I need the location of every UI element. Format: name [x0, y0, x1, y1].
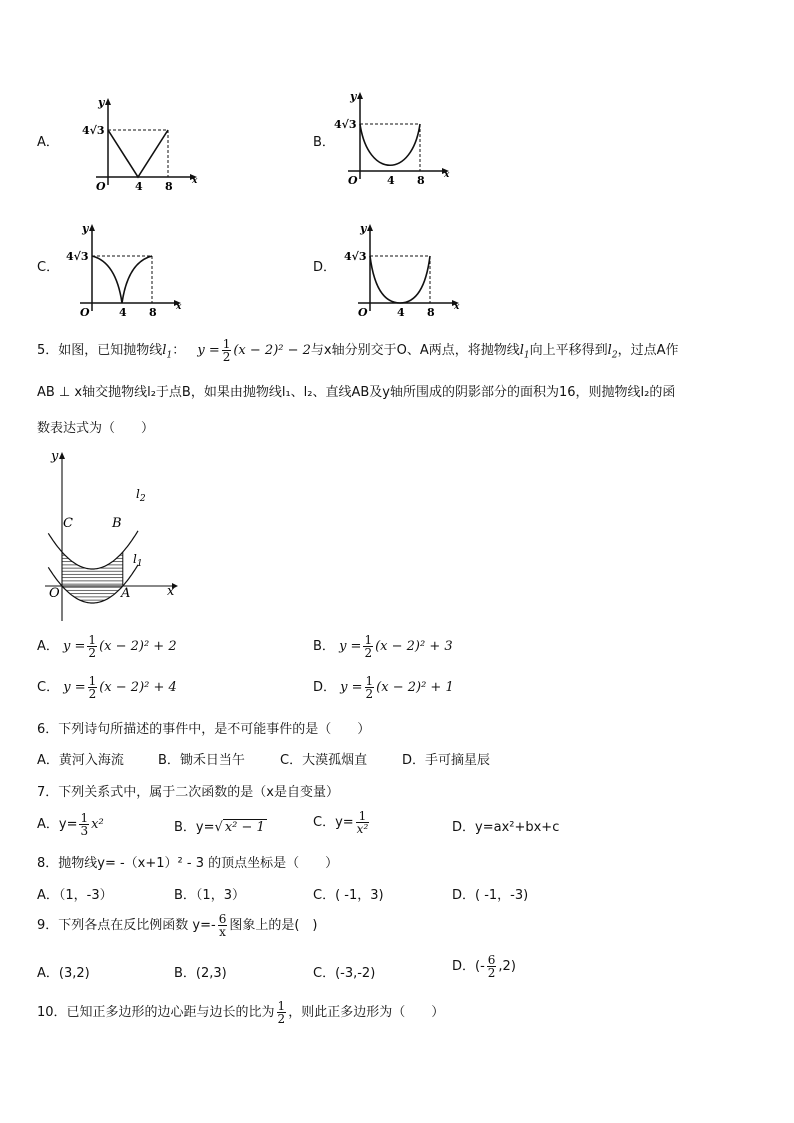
x-axis-label: x: [444, 170, 450, 180]
q6-option-d[interactable]: D．手可摘星辰: [402, 753, 491, 768]
q9-option-c[interactable]: C．(-3,-2): [313, 966, 376, 981]
x-tick-label: 8: [417, 174, 425, 186]
x-tick-label: 4: [119, 306, 127, 318]
fig-label-c: C: [63, 516, 73, 531]
y-axis-label: y: [82, 222, 89, 235]
q9-option-a[interactable]: A．(3,2): [37, 966, 90, 981]
q9-stem: 9．下列各点在反比例函数 y=- $\frac{6}{x}$ 图象上的是( ): [37, 912, 318, 939]
fig-label-l1: $l_1$: [133, 552, 143, 569]
q5-line1-a: 5．如图，已知抛物线: [37, 343, 163, 358]
y-axis-arrow: [59, 452, 65, 459]
fig-label-b: B: [112, 516, 122, 531]
y-tick-label: 4√3: [66, 250, 89, 263]
q5-line1: [37, 338, 678, 363]
q5-eq-rest: (x − 2)² − 2: [233, 343, 311, 358]
q5-line3: 数表达式为（ ）: [37, 421, 155, 436]
graph-option-d-letter: D．: [313, 260, 337, 275]
q5-colon: ：: [172, 343, 186, 358]
q9-option-d[interactable]: D．(- $\frac{6}{2}$ ,2): [452, 953, 516, 980]
q10-stem: 10．已知正多边形的边心距与边长的比为 $\frac{1}{2}$ ，则此正多边形为（ ）: [37, 999, 445, 1026]
fig-label-o: O: [49, 586, 60, 601]
fig-label-y: y: [51, 449, 59, 464]
origin-label: O: [358, 306, 368, 318]
fig-label-a: A: [121, 586, 131, 601]
x-tick-label: 4: [387, 174, 395, 186]
x-axis-label: x: [454, 302, 460, 312]
q8-option-b[interactable]: B．（1，3）: [174, 888, 245, 903]
function-curve: [360, 124, 420, 165]
graph-option-b: [330, 86, 460, 186]
y-axis-arrow: [105, 98, 111, 105]
q6-option-a[interactable]: A．黄河入海流: [37, 753, 124, 768]
function-curve: [92, 256, 152, 303]
q5-eq-y: y =: [197, 343, 220, 358]
x-tick-label: 8: [149, 306, 157, 318]
q8-option-d[interactable]: D．( -1，-3): [452, 888, 529, 903]
x-tick-label: 4: [135, 180, 143, 192]
q5-option-d[interactable]: D． y = $\frac{1}{2}$ (x − 2)² + 1: [313, 674, 454, 701]
y-tick-label: 4√3: [82, 124, 105, 137]
q5-l1: $l_1$: [162, 343, 173, 361]
q5-figure: [40, 445, 190, 625]
graph-option-d: [340, 218, 470, 318]
q5-l1-b: $l_1$: [519, 343, 530, 361]
q5-l2: $l_2$: [607, 343, 618, 361]
q5-line2: AB ⊥ x轴交抛物线l₂于点B，如果由抛物线l₁、l₂、直线AB及y轴所围成的阴影部分的面积为16，则抛物线l₂的函: [37, 385, 676, 400]
graph-option-c: [62, 218, 192, 318]
q6-option-c[interactable]: C．大漠孤烟直: [280, 753, 368, 768]
origin-label: O: [80, 306, 90, 318]
q5-eq-frac: $\frac{1}{2}$: [222, 337, 231, 364]
function-curve: [370, 256, 430, 303]
q5-option-b[interactable]: B． y = $\frac{1}{2}$ (x − 2)² + 3: [313, 633, 453, 660]
q7-option-a[interactable]: A．y= $\frac{1}{3}$ x²: [37, 811, 104, 838]
q7-option-b[interactable]: B．y=√ x² − 1: [174, 820, 265, 835]
y-tick-label: 4√3: [334, 118, 357, 131]
q6-option-b[interactable]: B．锄禾日当午: [158, 753, 245, 768]
graph-option-b-letter: B．: [313, 135, 335, 150]
y-axis-arrow: [89, 224, 95, 231]
q7-stem: 7．下列关系式中，属于二次函数的是（x是自变量）: [37, 785, 339, 800]
y-tick-label: 4√3: [344, 250, 367, 263]
graph-option-a: [78, 92, 198, 192]
q8-option-c[interactable]: C．( -1，3): [313, 888, 384, 903]
x-axis-label: x: [176, 302, 182, 312]
q5-line1-d: ，过点A作: [617, 343, 679, 358]
q7-option-c[interactable]: C．y= $\frac{1}{\text{x²}}$: [313, 809, 369, 836]
graph-option-c-letter: C．: [37, 260, 60, 275]
q5-line1-c: 向上平移得到: [529, 343, 608, 358]
y-axis-label: y: [98, 96, 105, 109]
q5-option-c[interactable]: C． y = $\frac{1}{2}$ (x − 2)² + 4: [37, 674, 177, 701]
origin-label: O: [96, 180, 106, 192]
x-tick-label: 8: [165, 180, 173, 192]
x-tick-label: 8: [427, 306, 435, 318]
q5-option-a[interactable]: A． y = $\frac{1}{2}$ (x − 2)² + 2: [37, 633, 177, 660]
q9-option-b[interactable]: B．(2,3): [174, 966, 227, 981]
q6-stem: 6．下列诗句所描述的事件中，是不可能事件的是（ ）: [37, 722, 371, 737]
graph-option-a-letter: A．: [37, 135, 59, 150]
y-axis-label: y: [350, 90, 357, 103]
y-axis-arrow: [357, 92, 363, 99]
origin-label: O: [348, 174, 358, 186]
x-axis-label: x: [192, 176, 198, 186]
q5-line1-b: 与x轴分别交于O、A两点，将抛物线: [310, 343, 520, 358]
q7-option-d[interactable]: D．y=ax²+bx+c: [452, 820, 560, 835]
y-axis-arrow: [367, 224, 373, 231]
function-curve: [108, 130, 168, 177]
fig-label-l2: $l_2$: [136, 487, 146, 504]
y-axis-label: y: [360, 222, 367, 235]
q8-option-a[interactable]: A．（1，-3）: [37, 888, 113, 903]
x-tick-label: 4: [397, 306, 405, 318]
q8-stem: 8．抛物线y= -（x+1）² - 3 的顶点坐标是（ ）: [37, 856, 339, 871]
fig-label-x: x: [167, 584, 175, 599]
